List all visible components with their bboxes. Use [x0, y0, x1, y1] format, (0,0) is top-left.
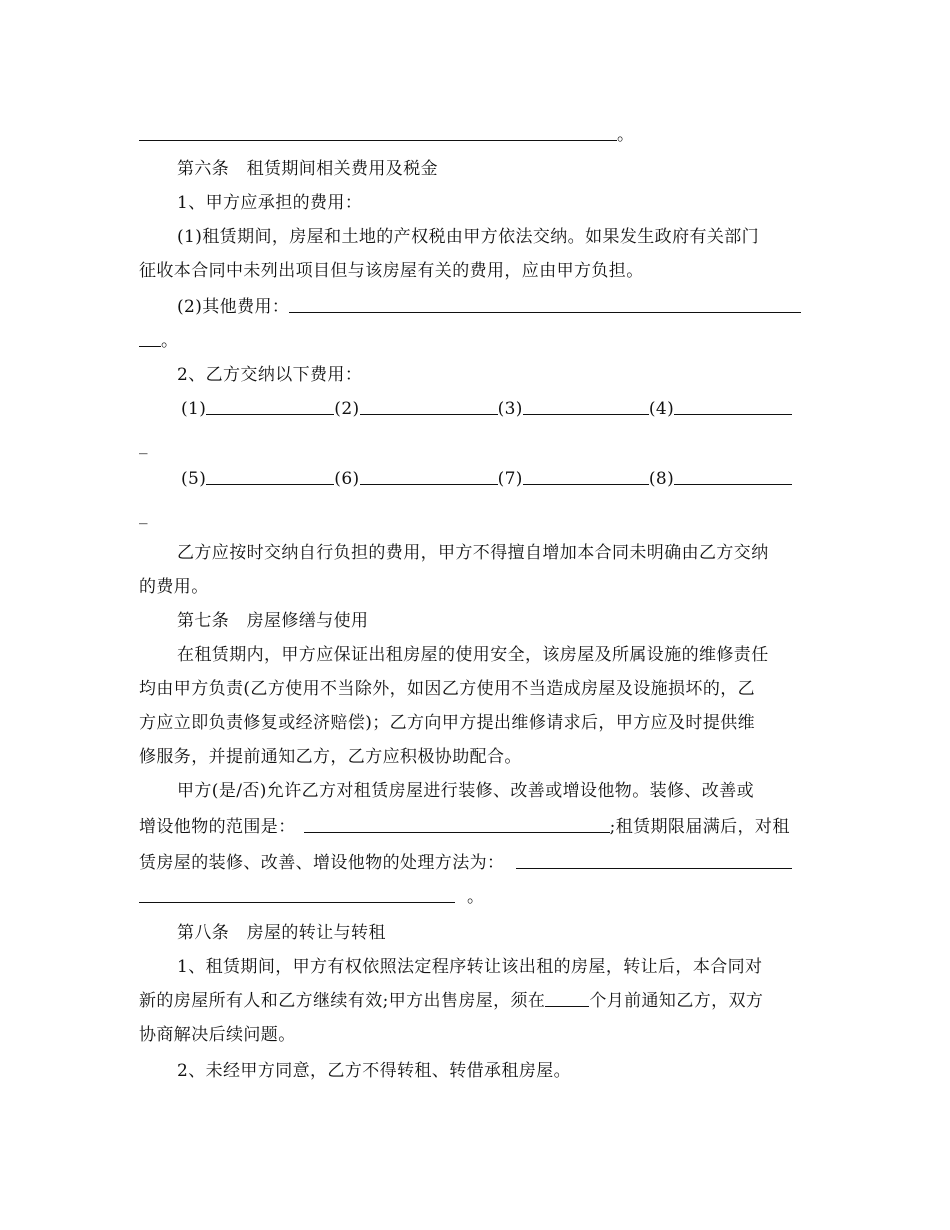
blank-field [674, 483, 792, 485]
text-span: ;租赁期限届满后，对租 [609, 817, 790, 837]
blank-field [516, 867, 792, 869]
fee-label: (7) [497, 469, 523, 489]
paragraph-line: 征收本合同中未列出项目但与该房屋有关的费用，应由甲方负担。 [139, 261, 644, 281]
blank-field [139, 139, 617, 141]
blank-field [304, 831, 610, 833]
fee-label: (3) [497, 399, 523, 419]
continuation-line [139, 112, 813, 146]
blank-field [545, 1005, 589, 1007]
blank-field [206, 413, 334, 415]
text-span: 个月前通知乙方，双方 [589, 991, 764, 1011]
fee-label: (4) [648, 399, 675, 419]
paragraph-line: 1、租赁期间，甲方有权依照法定程序转让该出租的房屋，转让后，本合同对 [177, 957, 763, 977]
fee-label: (1) [181, 399, 207, 419]
blank-field [360, 413, 498, 415]
blank-field [674, 413, 792, 415]
item-1-heading: 1、甲方应承担的费用： [177, 193, 363, 213]
text-span: 新的房屋所有人和乙方继续有效;甲方出售房屋，须在 [139, 991, 546, 1011]
paragraph-line: 乙方应按时交纳自行负担的费用，甲方不得擅自增加本合同未明确由乙方交纳 [177, 543, 769, 563]
notice-period-line [139, 978, 813, 1012]
paragraph-line: 修服务，并提前通知乙方，乙方应积极协助配合。 [139, 747, 522, 767]
handling-method-line [139, 840, 813, 874]
punctuation: 。 [161, 331, 179, 351]
paragraph-line: (1)租赁期间，房屋和土地的产权税由甲方依法交纳。如果发生政府有关部门 [177, 227, 760, 247]
blank-field [523, 413, 649, 415]
blank-field [523, 483, 649, 485]
continuation-line [139, 874, 813, 908]
blank-field [139, 345, 161, 347]
other-fees-label: (2)其他费用： [177, 297, 290, 317]
blank-field [360, 483, 498, 485]
dash-line: _ [139, 435, 148, 455]
article-8-title: 第八条 房屋的转让与转租 [177, 923, 386, 943]
punctuation: 。 [617, 125, 635, 145]
fees-row-2 [139, 456, 813, 490]
blank-field [139, 901, 455, 903]
item-2-heading: 2、乙方交纳以下费用： [177, 365, 363, 385]
blank-field [289, 311, 801, 313]
scope-label: 增设他物的范围是： [139, 817, 296, 837]
fees-row-1 [139, 386, 813, 420]
paragraph-line: 甲方(是/否)允许乙方对租赁房屋进行装修、改善或增设他物。装修、改善或 [177, 781, 754, 801]
paragraph-line: 2、未经甲方同意，乙方不得转租、转借承租房屋。 [177, 1061, 572, 1081]
paragraph-line: 协商解决后续问题。 [139, 1025, 296, 1045]
paragraph-line: 的费用。 [139, 577, 209, 597]
fee-label: (6) [334, 469, 360, 489]
fee-label: (2) [334, 399, 360, 419]
paragraph-line: 均由甲方负责(乙方使用不当除外，如因乙方使用不当造成房屋及设施损坏的，乙 [139, 679, 756, 699]
other-fees-line [139, 284, 813, 318]
handling-label: 赁房屋的装修、改善、增设他物的处理方法为： [139, 853, 505, 873]
punctuation: 。 [467, 887, 485, 907]
fee-label: (8) [648, 469, 675, 489]
scope-line [139, 804, 813, 838]
blank-field [206, 483, 334, 485]
paragraph-line: 方应立即负责修复或经济赔偿)；乙方向甲方提出维修请求后，甲方应及时提供维 [139, 713, 756, 733]
fee-label: (5) [181, 469, 207, 489]
article-7-title: 第七条 房屋修缮与使用 [177, 611, 369, 631]
article-6-title: 第六条 租赁期间相关费用及税金 [177, 159, 438, 179]
dash-line: _ [139, 505, 148, 525]
other-fees-continuation [139, 318, 813, 352]
paragraph-line: 在租赁期内，甲方应保证出租房屋的使用安全，该房屋及所属设施的维修责任 [177, 645, 769, 665]
